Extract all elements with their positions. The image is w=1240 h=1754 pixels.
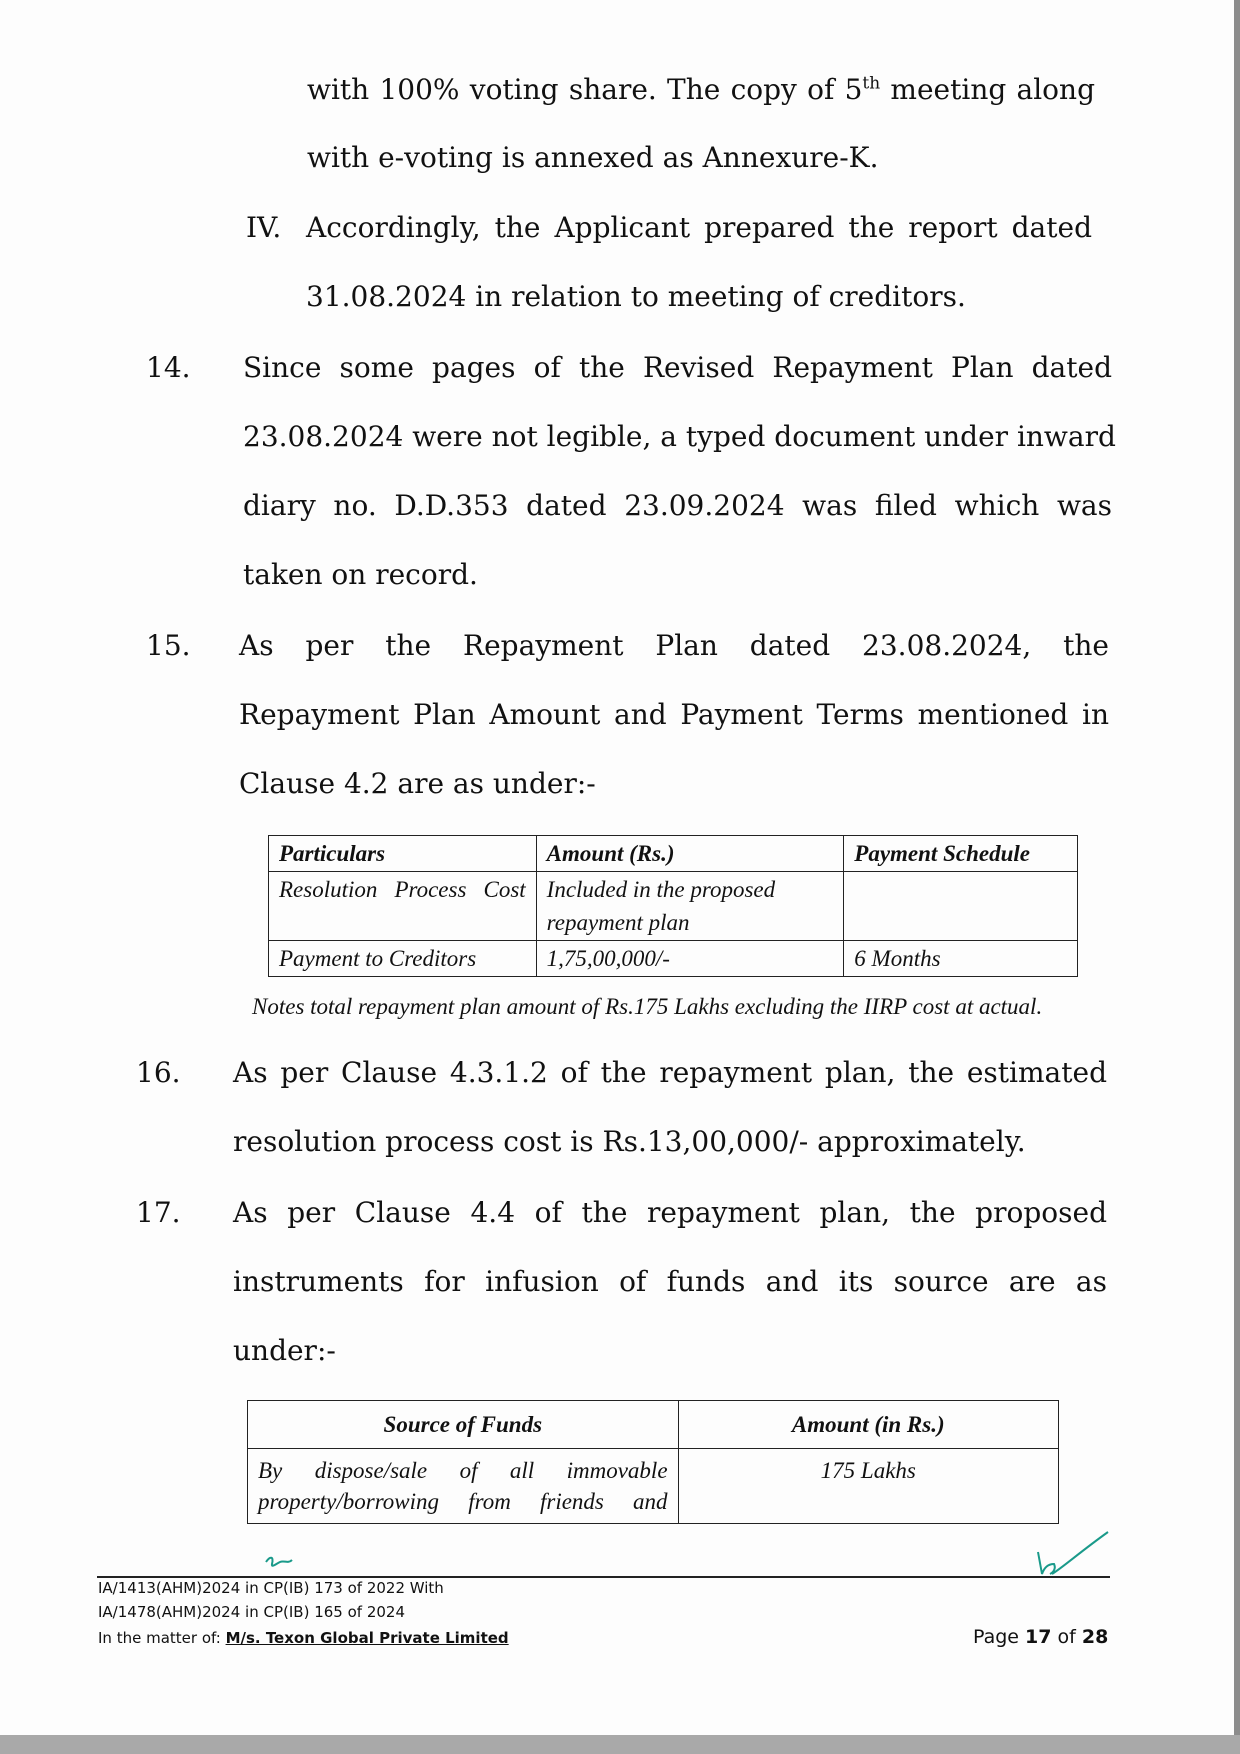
table-cell: Included in the proposed repayment plan xyxy=(536,872,844,941)
page-prefix: Page xyxy=(973,1626,1026,1648)
footer-case-line1: IA/1413(AHM)2024 in CP(IB) 173 of 2022 With xyxy=(98,1579,444,1597)
page-edge-shadow xyxy=(1234,0,1240,1754)
p15-line: As per the Repayment Plan dated 23.08.2024, the xyxy=(239,629,1109,662)
p15-line: Clause 4.2 are as under:- xyxy=(239,767,596,800)
table-note: Notes total repayment plan amount of Rs.175 Lakhs excluding the IIRP cost at actual. xyxy=(252,994,1043,1019)
table-cell: Payment to Creditors xyxy=(269,941,537,977)
p17-line: instruments for infusion of funds and its source are as xyxy=(233,1265,1107,1298)
p16-number: 16. xyxy=(136,1056,181,1089)
source-of-funds-table xyxy=(247,1400,1059,1524)
table-row xyxy=(248,1449,1059,1524)
item-iv-line2: 31.08.2024 in relation to meeting of creditors. xyxy=(306,280,966,313)
p14-line: diary no. D.D.353 dated 23.09.2024 was filed which was xyxy=(243,489,1112,522)
table-cell: 175 Lakhs xyxy=(678,1449,1058,1524)
table-header-row xyxy=(248,1401,1059,1449)
footer-matter-prefix: In the matter of: xyxy=(98,1629,226,1647)
header-source-of-funds: Source of Funds xyxy=(248,1401,679,1449)
table-cell: 6 Months xyxy=(844,941,1078,977)
repayment-terms-table xyxy=(268,835,1078,977)
page-total: 28 xyxy=(1081,1626,1109,1648)
item-iv-line1: Accordingly, the Applicant prepared the report dated xyxy=(306,211,1092,244)
footer-case-line2: IA/1478(AHM)2024 in CP(IB) 165 of 2024 xyxy=(98,1603,405,1621)
scan-bottom-strip xyxy=(0,1735,1240,1754)
p17-line: under:- xyxy=(233,1334,336,1367)
footer-matter-name: M/s. Texon Global Private Limited xyxy=(225,1629,509,1647)
header-amount: Amount (Rs.) xyxy=(536,836,844,872)
p14-line: taken on record. xyxy=(243,558,478,591)
p14-line: 23.08.2024 were not legible, a typed document under inward xyxy=(243,420,1116,453)
table-row xyxy=(269,872,1078,941)
header-amount-in-rs: Amount (in Rs.) xyxy=(678,1401,1058,1449)
item-iv-label: IV. xyxy=(246,211,282,244)
p13-cont-line2: with e-voting is annexed as Annexure-K. xyxy=(307,141,879,174)
table-cell: Resolution Process Cost xyxy=(269,872,537,941)
page-current: 17 xyxy=(1025,1626,1052,1648)
p16-line: resolution process cost is Rs.13,00,000/- approximately. xyxy=(233,1125,1026,1158)
header-payment-schedule: Payment Schedule xyxy=(844,836,1078,872)
p17-number: 17. xyxy=(136,1196,181,1229)
p15-number: 15. xyxy=(146,629,191,662)
footer-matter xyxy=(98,1626,509,1651)
initials-mark-left xyxy=(262,1550,298,1574)
table-cell xyxy=(844,872,1078,941)
page-number xyxy=(973,1626,1108,1648)
p14-number: 14. xyxy=(146,351,191,384)
header-particulars: Particulars xyxy=(269,836,537,872)
p16-line: As per Clause 4.3.1.2 of the repayment plan, the estimated xyxy=(233,1056,1107,1089)
table-header-row xyxy=(269,836,1078,872)
table-cell: By dispose/sale of all immovable property/borrowing from friends and xyxy=(248,1449,679,1524)
p14-line: Since some pages of the Revised Repayment Plan dated xyxy=(243,351,1112,384)
table-row xyxy=(269,941,1078,977)
p15-line: Repayment Plan Amount and Payment Terms mentioned in xyxy=(239,698,1109,731)
table-cell: 1,75,00,000/- xyxy=(536,941,844,977)
p17-line: As per Clause 4.4 of the repayment plan, the proposed xyxy=(233,1196,1107,1229)
p13-cont-line1: with 100% voting share. The copy of 5th meeting along xyxy=(307,73,1095,106)
page-of: of xyxy=(1051,1626,1082,1648)
